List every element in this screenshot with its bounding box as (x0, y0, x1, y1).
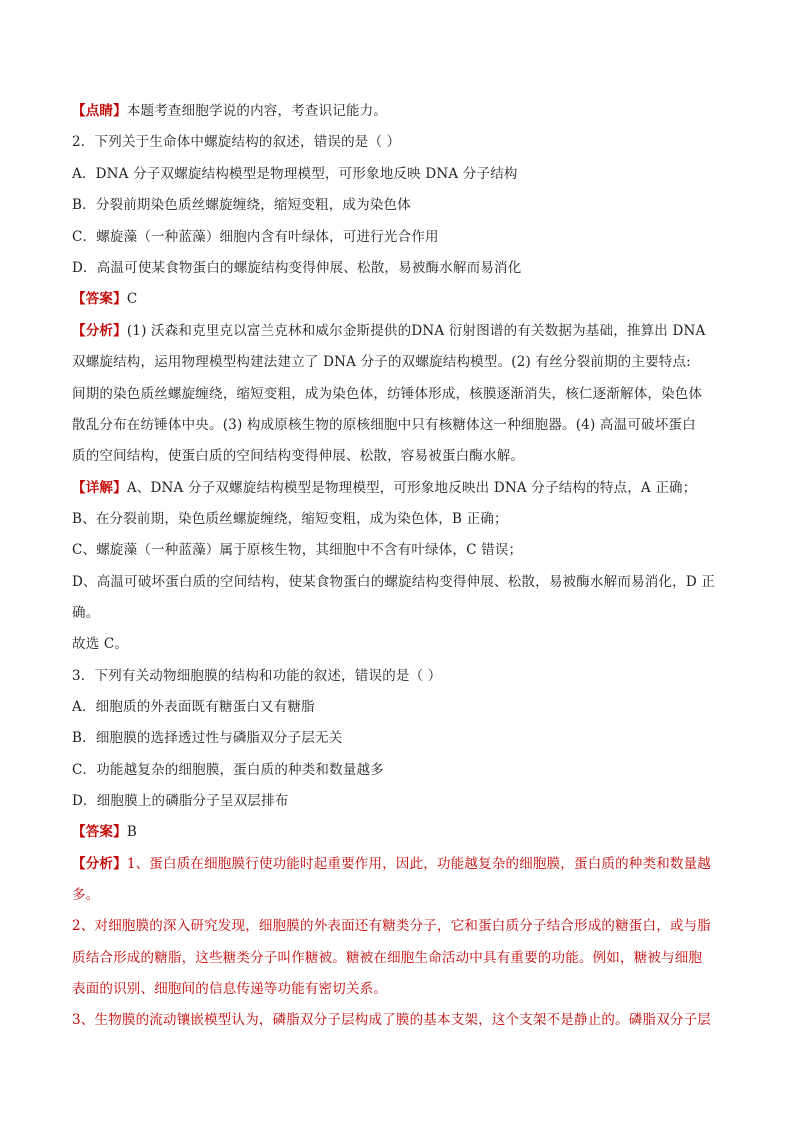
section-tag: 【分析】 (72, 856, 127, 872)
analysis-line: 质的空间结构，使蛋白质的空间结构变得伸展、松散，容易被蛋白酶水解。 (72, 448, 525, 464)
question-3-stem: 3．下列有关动物细胞膜的结构和功能的叙述，错误的是（ ） (72, 668, 442, 684)
section-tag: 【答案】 (72, 291, 127, 307)
section-tag: 【详解】 (72, 480, 127, 496)
analysis-line: 双螺旋结构，运用物理模型构建法建立了 DNA 分子的双螺旋结构模型。(2) 有丝分裂前期的主要特点: (72, 354, 691, 370)
question-3-option-b: B．细胞膜的选择透过性与磷脂双分子层无关 (72, 730, 343, 746)
detail-line: C、螺旋藻（一种蓝藻）属于原核生物，其细胞中不含有叶绿体，C 错误； (72, 542, 523, 558)
line-text: A、DNA 分子双螺旋结构模型是物理模型，可形象地反映出 DNA 分子结构的特点，A 正确； (126, 480, 697, 496)
analysis-line: 间期的染色质丝螺旋缠绕，缩短变粗，成为染色体，纺锤体形成，核膜逐渐消失，核仁逐渐解体，染色体 (72, 386, 703, 402)
analysis-line: 3、生物膜的流动镶嵌模型认为，磷脂双分子层构成了膜的基本支架，这个支架不是静止的。磷脂双分子层 (72, 1012, 711, 1028)
question-3-option-d: D．细胞膜上的磷脂分子呈双层排布 (72, 793, 289, 809)
answer-line (72, 290, 732, 308)
question-2-option-a: A．DNA 分子双螺旋结构模型是物理模型，可形象地反映 DNA 分子结构 (72, 166, 518, 182)
question-2-option-b: B．分裂前期染色质丝螺旋缠绕，缩短变粗，成为染色体 (72, 197, 411, 213)
analysis-line: 质结合形成的糖脂，这些糖类分子叫作糖被。糖被在细胞生命活动中具有重要的功能。例如，糖被与细胞 (72, 950, 703, 966)
analysis-line: 2、对细胞膜的深入研究发现，细胞膜的外表面还有糖类分子，它和蛋白质分子结合形成的糖蛋白，或与脂 (72, 918, 711, 934)
analysis-line: 多。 (72, 887, 100, 903)
answer-line (72, 823, 732, 841)
line-text: B (126, 824, 137, 840)
detail-line: D、高温可破坏蛋白质的空间结构，使某食物蛋白的螺旋结构变得伸展、松散，易被酶水解而易消化，D 正 (72, 574, 716, 590)
analysis-line: 表面的识别、细胞间的信息传递等功能有密切关系。 (72, 981, 388, 997)
line-text: 本题考查细胞学说的内容，考查识记能力。 (126, 103, 388, 119)
analysis-line (72, 855, 732, 873)
detail-line (72, 479, 732, 497)
section-tag: 【分析】 (72, 323, 127, 339)
line-text: (1) 沃森和克里克以富兰克林和威尔金斯提供的DNA 衍射图谱的有关数据为基础，推算出 DNA (126, 323, 706, 339)
question-3-option-a: A．细胞质的外表面既有糖蛋白又有糖脂 (72, 699, 315, 715)
line-text: C (126, 291, 138, 307)
conclusion-line: 故选 C。 (72, 636, 129, 652)
analysis-line: 散乱分布在纺锤体中央。(3) 构成原核生物的原核细胞中只有核糖体这一种细胞器。(4) 高温可破坏蛋白 (72, 417, 696, 433)
question-3-option-c: C．功能越复杂的细胞膜，蛋白质的种类和数量越多 (72, 762, 384, 778)
section-tag: 【答案】 (72, 824, 127, 840)
question-2-stem: 2．下列关于生命体中螺旋结构的叙述，错误的是（ ） (72, 134, 401, 150)
note-line (72, 102, 732, 120)
question-2-option-d: D．高温可使某食物蛋白的螺旋结构变得伸展、松散，易被酶水解而易消化 (72, 260, 522, 276)
detail-line: B、在分裂前期，染色质丝螺旋缠绕，缩短变粗，成为染色体，B 正确； (72, 511, 508, 527)
question-2-option-c: C．螺旋藻（一种蓝藻）细胞内含有叶绿体，可进行光合作用 (72, 229, 439, 245)
analysis-line (72, 322, 732, 340)
detail-line: 确。 (72, 605, 100, 621)
section-tag: 【点睛】 (72, 103, 127, 119)
line-text: 1、蛋白质在细胞膜行使功能时起重要作用，因此，功能越复杂的细胞膜，蛋白质的种类和数量越 (126, 856, 712, 872)
